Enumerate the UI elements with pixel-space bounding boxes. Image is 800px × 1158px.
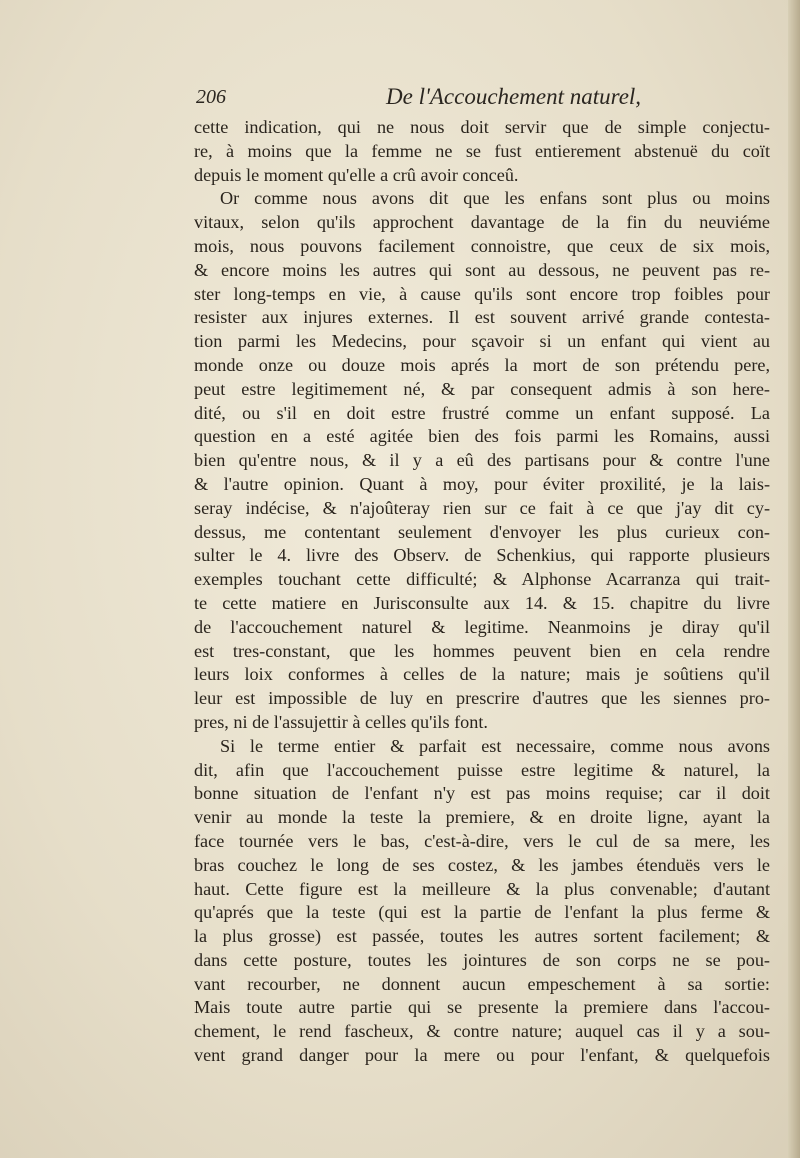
- text-line: de l'accouchement naturel & legitime. Neanmoins je diray qu'il: [194, 616, 770, 637]
- text-line: resister aux injures externes. Il est souvent arrivé grande contesta-: [194, 307, 770, 328]
- text-line: question en a esté agitée bien des fois parmi les Romains, aussi: [194, 426, 770, 447]
- text-line: cette indication, qui ne nous doit servir que de simple conjectu-: [194, 117, 770, 137]
- text-line: pres, ni de l'assujettir à celles qu'ils font.: [194, 711, 488, 732]
- text-line: dans cette posture, toutes les jointures de son corps ne se pou-: [194, 949, 770, 970]
- text-line: monde onze ou douze mois aprés la mort de son prétendu pere,: [194, 354, 770, 375]
- text-line: tion parmi les Medecins, pour sçavoir si un enfant qui vient au: [194, 331, 770, 352]
- text-line: vant recourber, ne donnent aucun empeschement à sa sortie:: [194, 973, 770, 994]
- page-header: [196, 80, 666, 112]
- text-line: dit, afin que l'accouchement puisse estre legitime & naturel, la: [194, 759, 770, 780]
- text-line: & l'autre opinion. Quant à moy, pour éviter proxilité, je la lais-: [194, 473, 770, 494]
- text-line: exemples touchant cette difficulté; & Alphonse Acarranza qui trait-: [194, 569, 770, 590]
- text-line: depuis le moment qu'elle a crû avoir conceû.: [194, 164, 519, 185]
- text-line: Or comme nous avons dit que les enfans sont plus ou moins: [220, 188, 770, 209]
- text-line: vent grand danger pour la mere ou pour l'enfant, & quelquefois: [194, 1045, 770, 1066]
- text-line: te cette matiere en Jurisconsulte aux 14. & 15. chapitre du livre: [194, 592, 770, 613]
- text-line: sulter le 4. livre des Observ. de Schenkius, qui rapporte plusieurs: [194, 545, 770, 566]
- text-line: ster long-temps en vie, à cause qu'ils sont encore trop foibles pour: [194, 283, 770, 304]
- text-line: chement, le rend fascheux, & contre nature; auquel cas il y a sou-: [194, 1021, 770, 1042]
- body-text: [194, 116, 770, 1068]
- text-line: re, à moins que la femme ne se fust entierement abstenuë du coït: [194, 140, 770, 161]
- page-number: 206: [196, 86, 226, 108]
- text-line: face tournée vers le bas, c'est-à-dire, vers le cul de sa mere, les: [194, 830, 770, 851]
- text-line: est tres-constant, que les hommes peuvent bien en cela rendre: [194, 640, 770, 661]
- running-head: De l'Accouchement naturel,: [386, 84, 642, 109]
- text-line: & encore moins les autres qui sont au dessous, ne peuvent pas re-: [194, 259, 770, 280]
- text-line: dité, ou s'il en doit estre frustré comme un enfant supposé. La: [194, 402, 770, 423]
- text-line: bien qu'entre nous, & il y a eû des partisans pour & contre l'une: [194, 450, 770, 471]
- text-line: dessus, me contentant seulement d'envoyer les plus curieux con-: [194, 521, 770, 542]
- text-line: venir au monde la teste la premiere, & en droite ligne, ayant la: [194, 807, 770, 828]
- text-line: vitaux, selon qu'ils approchent davantage de la fin du neuviéme: [194, 212, 770, 233]
- text-line: peut estre legitimement né, & par consequent admis à son here-: [194, 378, 770, 399]
- text-line: seray indécise, & n'ajoûteray rien sur ce fait à ce que j'ay dit cy-: [194, 497, 770, 518]
- text-line: bras couchez le long de ses costez, & les jambes étenduës vers le: [194, 854, 770, 875]
- text-line: leur est impossible de luy en prescrire d'autres que les siennes pro-: [194, 688, 770, 709]
- text-line: leurs loix conformes à celles de la nature; mais je soûtiens qu'il: [194, 664, 770, 685]
- text-line: la plus grosse) est passée, toutes les autres sortent facilement; &: [194, 926, 770, 947]
- text-line: haut. Cette figure est la meilleure & la plus convenable; d'autant: [194, 878, 770, 899]
- text-line: bonne situation de l'enfant n'y est pas moins requise; car il doit: [194, 783, 770, 804]
- text-line: mois, nous pouvons facilement connoistre, que ceux de six mois,: [194, 235, 770, 256]
- text-line: qu'aprés que la teste (qui est la partie de l'enfant la plus ferme &: [194, 902, 770, 923]
- text-line: Si le terme entier & parfait est necessaire, comme nous avons: [220, 735, 770, 756]
- text-line: Mais toute autre partie qui se presente la premiere dans l'accou-: [194, 997, 770, 1018]
- page-spine-edge: [788, 0, 800, 1158]
